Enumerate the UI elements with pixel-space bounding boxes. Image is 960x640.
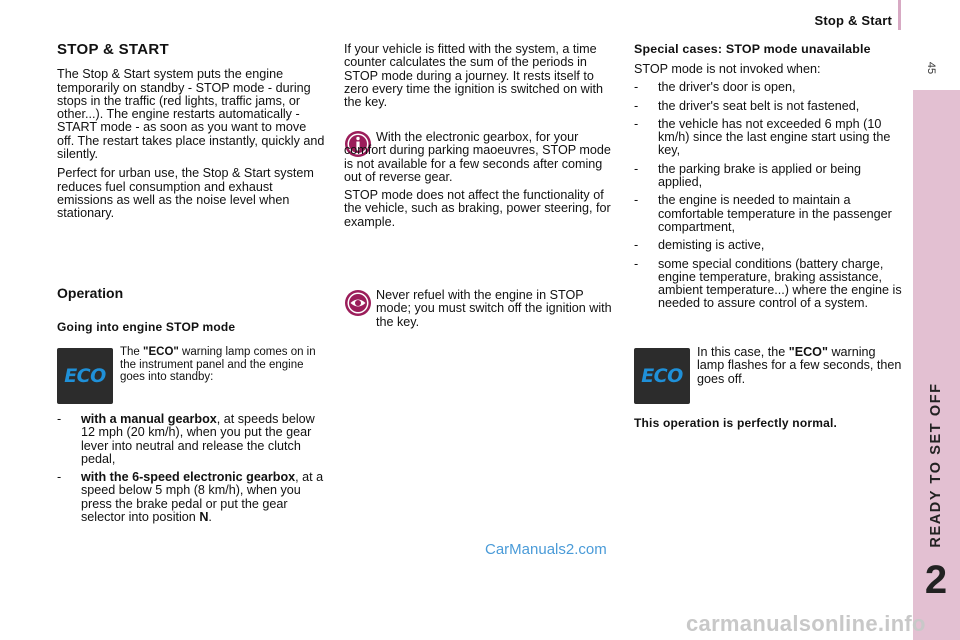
left-intro [57,43,325,221]
header-tab-rule [898,0,901,30]
list-item [57,413,325,466]
watermark-carmanuals2[interactable]: CarManuals2.com [485,541,607,558]
chapter-title-text: READY TO SET OFF [928,382,944,548]
special-cases [634,43,904,316]
gearbox-list [57,413,325,529]
closing-wrap [634,416,837,430]
list-item-bold: with the 6-speed electronic gearbox [81,470,296,485]
chapter-number: 2 [924,558,948,602]
list-item: - the driver's seat belt is not fastened, [634,100,904,113]
info-note-text: With the electronic gearbox, for your comfort during parking maoeuvres, STOP mode is not available for a few seconds after coming out of reverse gear. [344,130,611,184]
eco-icon-label-2: ECO [641,365,683,387]
benefit-paragraph: Perfect for urban use, the Stop & Start system reduces fuel consumption and exhaust emissions as well as the noise level when stationary. [57,166,314,221]
eco-flash-pre: In this case, the [697,345,789,359]
subheading-wrap [57,320,235,334]
list-item: - the vehicle has not exceeded 6 mph (10 km/h) since the last engine start using the key, [634,118,904,158]
list-item-text: , at speeds below 12 mph (20 km/h), when you put the gear lever into neutral and release the clutch pedal, [81,412,315,466]
eco-text-bold: "ECO" [143,346,179,358]
list-item-bold-n: N [199,510,209,525]
watermark-carmanualsonline: carmanualsonline.info [686,611,926,636]
special-cases-intro: STOP mode is not invoked when: [634,62,821,76]
list-item: - demisting is active, [634,239,904,252]
info-note [344,131,616,229]
list-item: - the engine is needed to maintain a comfortable temperature in the passenger compartment, [634,194,904,234]
list-item: - the parking brake is applied or being applied, [634,163,904,190]
intro-paragraph: The Stop & Start system puts the engine temporarily on standby - STOP mode - during stops in the traffic (red lights, traffic jams, or other...). The engine restarts automatically - START mode - as soon as you want to move off. The restart takes place instantly, quickly and silently. [57,67,325,162]
eco-text-post: warning lamp comes on in the instrument panel and the engine goes into standby: [120,346,316,383]
eco-warning-lamp-icon-2 [634,348,690,404]
operation-title: Operation [57,285,124,301]
special-cases-title: Special cases: STOP mode unavailable [634,42,871,56]
page-number: 45 [925,61,937,75]
functionality-paragraph: STOP mode does not affect the functionality of the vehicle, such as braking, power steering, for example. [344,188,611,229]
list-item-bold: with a manual gearbox [81,412,217,426]
list-item: - the driver's door is open, [634,81,904,94]
chapter-title [926,380,946,550]
counter-paragraph: If your vehicle is fitted with the system, a time counter calculates the sum of the periods in STOP mode during a journey. It rests itself to zero every time the ignition is switched on with the key. [344,42,603,110]
list-item [57,471,325,524]
stop-mode-subheading: Going into engine STOP mode [57,320,236,334]
refuel-warning: Never refuel with the engine in STOP mode; you must switch off the ignition with the key. [376,288,612,329]
list-item-text-end: . [208,510,212,525]
eco-explanation [120,346,326,384]
operation-heading-wrap [57,285,123,301]
eco-flash-bold: "ECO" [788,345,828,359]
eco-icon-label: ECO [64,365,106,387]
eco-flash-post: warning lamp flashes for a few seconds, then goes off. [697,345,902,386]
eye-warning-icon [344,289,372,317]
eco-warning-lamp-icon [57,348,113,404]
list-item: - some special conditions (battery charge, engine temperature, braking assistance, ambient temperature...) where the engine is needed to assure control of a system. [634,258,904,311]
section-title: STOP & START [57,41,169,58]
eco-flash-explanation [697,346,903,386]
page-header-title: Stop & Start [814,13,892,28]
closing-statement: This operation is perfectly normal. [634,416,838,430]
list-item-text: , at a speed below 5 mph (8 km/h), when you press the brake pedal or put the gear selector into position [81,470,324,525]
eco-text-pre: The [120,346,144,358]
